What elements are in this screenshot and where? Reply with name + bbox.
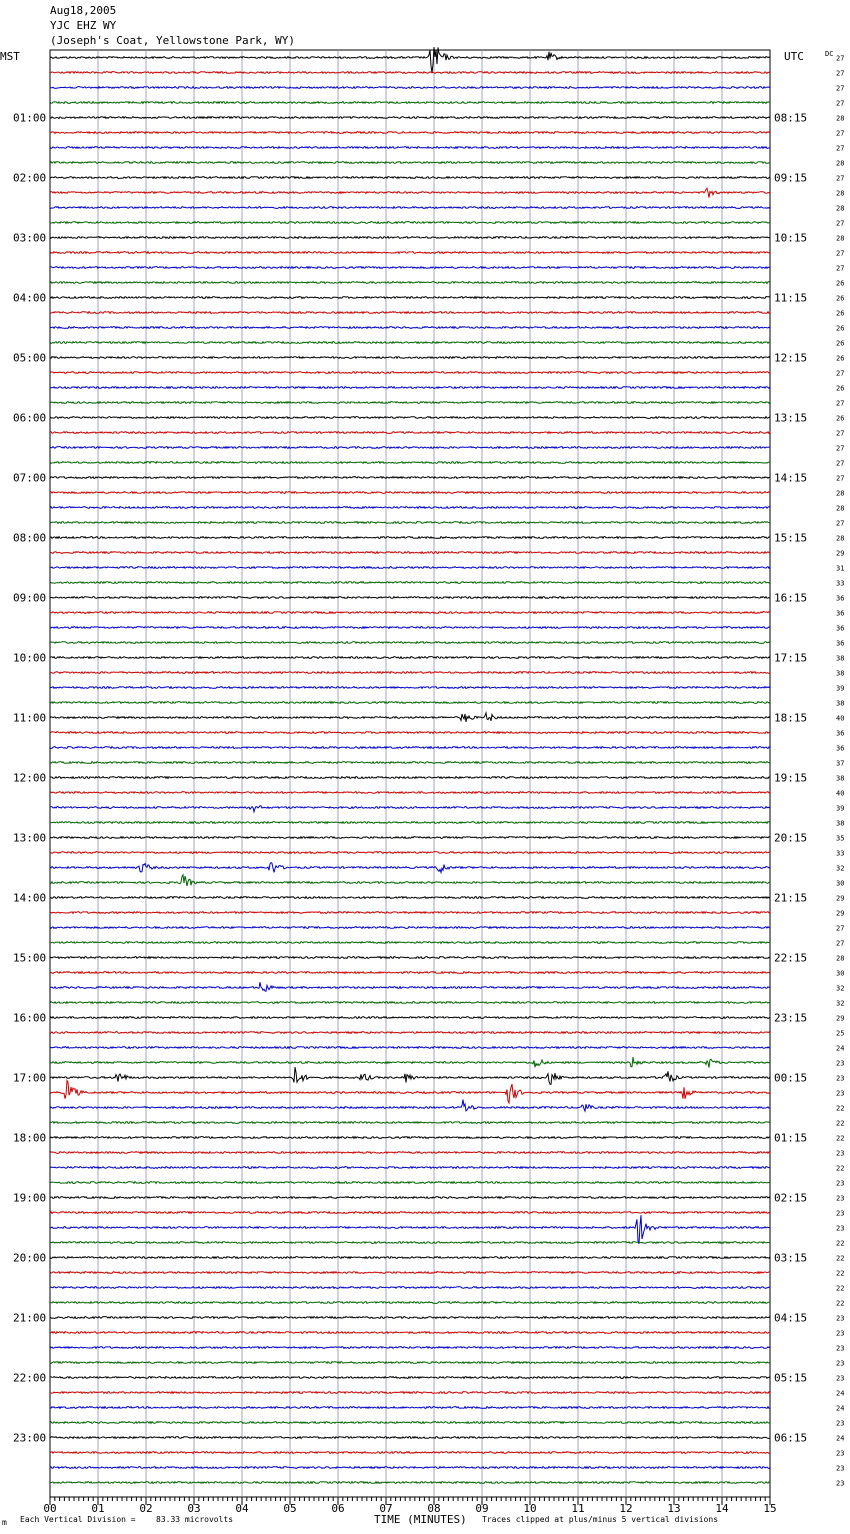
- hour-label-right: 16:15: [774, 591, 808, 605]
- dc-offset-value: 40: [836, 714, 845, 723]
- hour-label-left: 09:00: [13, 591, 47, 605]
- scale-label: Each Vertical Division =: [20, 1515, 136, 1524]
- dc-offset-value: 29: [836, 1014, 845, 1023]
- trace-line: [50, 612, 770, 614]
- x-tick-label: 04: [235, 1502, 249, 1515]
- trace-line: [50, 132, 770, 134]
- hour-label-left: 23:00: [13, 1431, 47, 1445]
- trace-line: [50, 267, 770, 269]
- dc-offset-value: 22: [836, 1299, 845, 1308]
- trace-line: [50, 1422, 770, 1424]
- dc-offset-value: 26: [836, 279, 845, 288]
- trace-line: [50, 312, 770, 314]
- hour-label-left: 22:00: [13, 1371, 47, 1385]
- dc-offset-value: 40: [836, 789, 845, 798]
- dc-offset-value: 33: [836, 579, 845, 588]
- dc-offset-value: 36: [836, 729, 845, 738]
- trace-line: [50, 657, 770, 659]
- trace-line: [50, 806, 770, 812]
- trace-line: [50, 642, 770, 644]
- dc-offset-value: 38: [836, 669, 845, 678]
- trace-line: [50, 72, 770, 74]
- dc-offset-value: 39: [836, 804, 845, 813]
- trace-line: [50, 567, 770, 569]
- dc-offset-value: 38: [836, 819, 845, 828]
- dc-offset-value: 23: [836, 1194, 845, 1203]
- x-tick-label: 09: [475, 1502, 489, 1515]
- hour-label-left: 08:00: [13, 531, 47, 545]
- trace-line: [50, 402, 770, 404]
- hour-label-right: 11:15: [774, 291, 808, 305]
- x-tick-label: 15: [763, 1502, 777, 1515]
- trace-line: [50, 1137, 770, 1139]
- trace-line: [50, 1017, 770, 1019]
- trace-line: [50, 1287, 770, 1289]
- trace-line: [50, 1347, 770, 1349]
- header-date: Aug18,2005: [50, 4, 117, 17]
- hour-label-left: 16:00: [13, 1011, 47, 1025]
- trace-line: [50, 912, 770, 914]
- hour-label-left: 13:00: [13, 831, 47, 845]
- dc-offset-value: 28: [836, 234, 845, 243]
- dc-offset-value: 27: [836, 459, 845, 468]
- hour-label-left: 07:00: [13, 471, 47, 485]
- dc-offset-value: 36: [836, 594, 845, 603]
- trace-line: [50, 1482, 770, 1484]
- dc-offset-value: 26: [836, 414, 845, 423]
- dc-offset-value: 27: [836, 69, 845, 78]
- trace-line: [50, 1182, 770, 1184]
- dc-offset-value: 29: [836, 909, 845, 918]
- scale-value: 83.33 microvolts: [156, 1515, 234, 1524]
- dc-offset-value: 27: [836, 174, 845, 183]
- x-tick-label: 03: [187, 1502, 201, 1515]
- dc-offset-value: 32: [836, 984, 845, 993]
- dc-offset-value: 22: [836, 1119, 845, 1128]
- dc-offset-value: 26: [836, 339, 845, 348]
- x-axis-label: TIME (MINUTES): [374, 1513, 467, 1526]
- trace-line: [50, 147, 770, 149]
- trace-line: [50, 762, 770, 764]
- hour-label-left: 11:00: [13, 711, 47, 725]
- trace-line: [50, 87, 770, 89]
- dc-offset-value: 26: [836, 384, 845, 393]
- hour-label-right: 21:15: [774, 891, 808, 905]
- dc-offset-value: 23: [836, 1059, 845, 1068]
- dc-offset-value: 27: [836, 444, 845, 453]
- dc-offset-value: 33: [836, 849, 845, 858]
- trace-line: [50, 188, 770, 197]
- dc-offset-value: 22: [836, 1254, 845, 1263]
- hour-label-right: 22:15: [774, 951, 808, 965]
- hour-label-right: 13:15: [774, 411, 808, 425]
- x-tick-label: 08: [427, 1502, 441, 1515]
- trace-line: [50, 1302, 770, 1304]
- hour-label-left: 10:00: [13, 651, 47, 665]
- dc-offset-value: 35: [836, 834, 845, 843]
- hour-label-right: 20:15: [774, 831, 808, 845]
- dc-offset-value: 27: [836, 369, 845, 378]
- trace-line: [50, 957, 770, 959]
- trace-line: [50, 252, 770, 254]
- dc-offset-value: 27: [836, 249, 845, 258]
- trace-line: [50, 1215, 770, 1244]
- hour-label-left: 15:00: [13, 951, 47, 965]
- trace-line: [50, 982, 770, 991]
- left-timezone-label: MST: [0, 50, 20, 63]
- dc-offset-value: 28: [836, 189, 845, 198]
- trace-line: [50, 582, 770, 584]
- header-location: (Joseph's Coat, Yellowstone Park, WY): [50, 34, 296, 47]
- dc-offset-value: 30: [836, 879, 845, 888]
- hour-label-left: 01:00: [13, 111, 47, 125]
- trace-line: [50, 342, 770, 344]
- dc-offset-value: 25: [836, 1029, 845, 1038]
- hour-label-right: 02:15: [774, 1191, 808, 1205]
- chart-labels: [13, 55, 844, 1516]
- hour-label-right: 23:15: [774, 1011, 808, 1025]
- trace-line: [50, 1257, 770, 1259]
- hour-label-left: 20:00: [13, 1251, 47, 1265]
- trace-line: [50, 327, 770, 329]
- dc-offset-value: 28: [836, 204, 845, 213]
- dc-offset-value: 22: [836, 1104, 845, 1113]
- trace-line: [50, 792, 770, 794]
- dc-offset-value: 22: [836, 1269, 845, 1278]
- dc-offset-value: 27: [836, 264, 845, 273]
- hour-label-left: 02:00: [13, 171, 47, 185]
- trace-line: [50, 222, 770, 224]
- trace-line: [50, 747, 770, 749]
- dc-offset-value: 23: [836, 1359, 845, 1368]
- hour-label-right: 17:15: [774, 651, 808, 665]
- trace-line: [50, 1122, 770, 1124]
- trace-line: [50, 627, 770, 629]
- dc-offset-value: 29: [836, 549, 845, 558]
- trace-line: [50, 822, 770, 824]
- hour-label-right: 04:15: [774, 1311, 808, 1325]
- dc-offset-value: 32: [836, 999, 845, 1008]
- trace-line: [50, 1437, 770, 1439]
- trace-line: [50, 507, 770, 509]
- x-tick-label: 10: [523, 1502, 537, 1515]
- x-tick-label: 05: [283, 1502, 297, 1515]
- dc-offset-value: 23: [836, 1179, 845, 1188]
- hour-label-right: 00:15: [774, 1071, 808, 1085]
- dc-offset-value: 32: [836, 864, 845, 873]
- dc-offset-value: 26: [836, 309, 845, 318]
- trace-line: [50, 1332, 770, 1334]
- trace-line: [50, 492, 770, 494]
- dc-offset-value: 23: [836, 1089, 845, 1098]
- trace-line: [50, 1197, 770, 1199]
- seismogram-traces: [50, 47, 770, 1483]
- dc-offset-value: 38: [836, 654, 845, 663]
- hour-label-left: 04:00: [13, 291, 47, 305]
- dc-offset-value: 27: [836, 54, 845, 63]
- dc-offset-value: 23: [836, 1224, 845, 1233]
- hour-label-right: 05:15: [774, 1371, 808, 1385]
- hour-label-right: 18:15: [774, 711, 808, 725]
- dc-offset-value: 39: [836, 684, 845, 693]
- trace-line: [50, 552, 770, 554]
- trace-line: [50, 417, 770, 419]
- trace-line: [50, 1047, 770, 1049]
- hour-label-right: 12:15: [774, 351, 808, 365]
- trace-line: [50, 1242, 770, 1244]
- dc-offset-value: 28: [836, 954, 845, 963]
- dc-offset-value: 27: [836, 924, 845, 933]
- hour-label-right: 08:15: [774, 111, 808, 125]
- hour-label-right: 15:15: [774, 531, 808, 545]
- hour-label-left: 06:00: [13, 411, 47, 425]
- x-tick-label: 01: [91, 1502, 105, 1515]
- trace-line: [50, 713, 770, 722]
- dc-offset-value: 27: [836, 939, 845, 948]
- dc-offset-value: 23: [836, 1314, 845, 1323]
- trace-line: [50, 1152, 770, 1154]
- hour-label-right: 10:15: [774, 231, 808, 245]
- trace-line: [50, 1212, 770, 1214]
- trace-line: [50, 702, 770, 704]
- dc-offset-value: 22: [836, 1284, 845, 1293]
- clip-note: Traces clipped at plus/minus 5 vertical divisions: [482, 1515, 719, 1524]
- trace-line: [50, 672, 770, 674]
- dc-offset-value: 23: [836, 1074, 845, 1083]
- trace-line: [50, 537, 770, 539]
- x-tick-label: 02: [139, 1502, 153, 1515]
- dc-offset-value: 22: [836, 1239, 845, 1248]
- hour-label-left: 12:00: [13, 771, 47, 785]
- x-tick-label: 11: [571, 1502, 585, 1515]
- dc-offset-value: 36: [836, 639, 845, 648]
- dc-offset-value: 27: [836, 219, 845, 228]
- dc-offset-value: 31: [836, 564, 845, 573]
- trace-line: [50, 387, 770, 389]
- dc-offset-value: 27: [836, 144, 845, 153]
- trace-line: [50, 1100, 770, 1112]
- trace-line: [50, 177, 770, 179]
- dc-offset-value: 28: [836, 489, 845, 498]
- dc-offset-value: 38: [836, 774, 845, 783]
- dc-offset-value: 37: [836, 759, 845, 768]
- dc-offset-value: 28: [836, 504, 845, 513]
- x-tick-label: 07: [379, 1502, 393, 1515]
- x-tick-label: 13: [667, 1502, 681, 1515]
- trace-line: [50, 1272, 770, 1274]
- trace-line: [50, 432, 770, 434]
- trace-line: [50, 282, 770, 284]
- dc-offset-value: 23: [836, 1479, 845, 1488]
- x-tick-label: 06: [331, 1502, 345, 1515]
- dc-offset-value: 29: [836, 894, 845, 903]
- dc-offset-value: 27: [836, 399, 845, 408]
- dc-offset-value: 30: [836, 969, 845, 978]
- trace-line: [50, 875, 770, 886]
- hour-label-right: 09:15: [774, 171, 808, 185]
- trace-line: [50, 1002, 770, 1004]
- dc-offset-value: 36: [836, 609, 845, 618]
- trace-line: [50, 1392, 770, 1394]
- right-timezone-label: UTC: [784, 50, 804, 63]
- trace-line: [50, 837, 770, 839]
- trace-line: [50, 477, 770, 479]
- dc-offset-value: 22: [836, 1164, 845, 1173]
- dc-offset-value: 22: [836, 1134, 845, 1143]
- trace-line: [50, 1057, 770, 1068]
- dc-label: DC: [825, 50, 834, 58]
- trace-line: [50, 927, 770, 929]
- dc-offset-value: 23: [836, 1329, 845, 1338]
- trace-line: [50, 1452, 770, 1454]
- trace-line: [50, 522, 770, 524]
- trace-line: [50, 207, 770, 209]
- x-tick-label: 00: [43, 1502, 57, 1515]
- trace-line: [50, 942, 770, 944]
- dc-offset-value: 23: [836, 1449, 845, 1458]
- trace-line: [50, 372, 770, 374]
- trace-line: [50, 1407, 770, 1409]
- dc-offset-value: 27: [836, 129, 845, 138]
- dc-offset-value: 27: [836, 429, 845, 438]
- hour-label-left: 21:00: [13, 1311, 47, 1325]
- trace-line: [50, 1081, 770, 1103]
- trace-line: [50, 852, 770, 854]
- trace-line: [50, 597, 770, 599]
- dc-offset-value: 38: [836, 699, 845, 708]
- trace-line: [50, 1317, 770, 1319]
- trace-line: [50, 117, 770, 119]
- trace-line: [50, 777, 770, 779]
- dc-offset-value: 24: [836, 1434, 845, 1443]
- trace-line: [50, 972, 770, 974]
- trace-line: [50, 1362, 770, 1364]
- dc-offset-value: 23: [836, 1209, 845, 1218]
- trace-line: [50, 1167, 770, 1169]
- hour-label-left: 05:00: [13, 351, 47, 365]
- hour-label-right: 19:15: [774, 771, 808, 785]
- x-tick-label: 12: [619, 1502, 633, 1515]
- dc-offset-value: 27: [836, 84, 845, 93]
- trace-line: [50, 357, 770, 359]
- hour-label-left: 18:00: [13, 1131, 47, 1145]
- dc-offset-value: 28: [836, 159, 845, 168]
- dc-offset-value: 23: [836, 1149, 845, 1158]
- dc-offset-value: 24: [836, 1044, 845, 1053]
- dc-offset-value: 26: [836, 354, 845, 363]
- hour-label-left: 17:00: [13, 1071, 47, 1085]
- dc-offset-value: 28: [836, 114, 845, 123]
- trace-line: [50, 102, 770, 104]
- dc-offset-value: 24: [836, 1404, 845, 1413]
- dc-offset-value: 24: [836, 1389, 845, 1398]
- trace-line: [50, 1032, 770, 1034]
- dc-offset-value: 27: [836, 474, 845, 483]
- hour-label-left: 19:00: [13, 1191, 47, 1205]
- header-station: YJC EHZ WY: [50, 19, 117, 32]
- trace-line: [50, 462, 770, 464]
- hour-label-right: 01:15: [774, 1131, 808, 1145]
- x-tick-label: 14: [715, 1502, 729, 1515]
- trace-line: [50, 297, 770, 299]
- hour-label-left: 14:00: [13, 891, 47, 905]
- trace-line: [50, 897, 770, 899]
- dc-offset-value: 23: [836, 1374, 845, 1383]
- corner-mark: m: [2, 1518, 7, 1527]
- dc-offset-value: 23: [836, 1464, 845, 1473]
- trace-line: [50, 863, 770, 873]
- dc-offset-value: 26: [836, 294, 845, 303]
- trace-line: [50, 162, 770, 164]
- trace-line: [50, 687, 770, 689]
- dc-offset-value: 36: [836, 624, 845, 633]
- trace-line: [50, 732, 770, 734]
- dc-offset-value: 27: [836, 99, 845, 108]
- dc-offset-value: 26: [836, 324, 845, 333]
- trace-line: [50, 1467, 770, 1469]
- hour-label-right: 03:15: [774, 1251, 808, 1265]
- hour-label-right: 06:15: [774, 1431, 808, 1445]
- dc-offset-value: 27: [836, 519, 845, 528]
- dc-offset-value: 36: [836, 744, 845, 753]
- trace-line: [50, 237, 770, 239]
- dc-offset-value: 23: [836, 1344, 845, 1353]
- trace-line: [50, 47, 770, 73]
- hour-label-right: 14:15: [774, 471, 808, 485]
- trace-line: [50, 447, 770, 449]
- dc-offset-value: 23: [836, 1419, 845, 1428]
- trace-line: [50, 1067, 770, 1084]
- trace-line: [50, 1377, 770, 1379]
- dc-offset-value: 28: [836, 534, 845, 543]
- hour-label-left: 03:00: [13, 231, 47, 245]
